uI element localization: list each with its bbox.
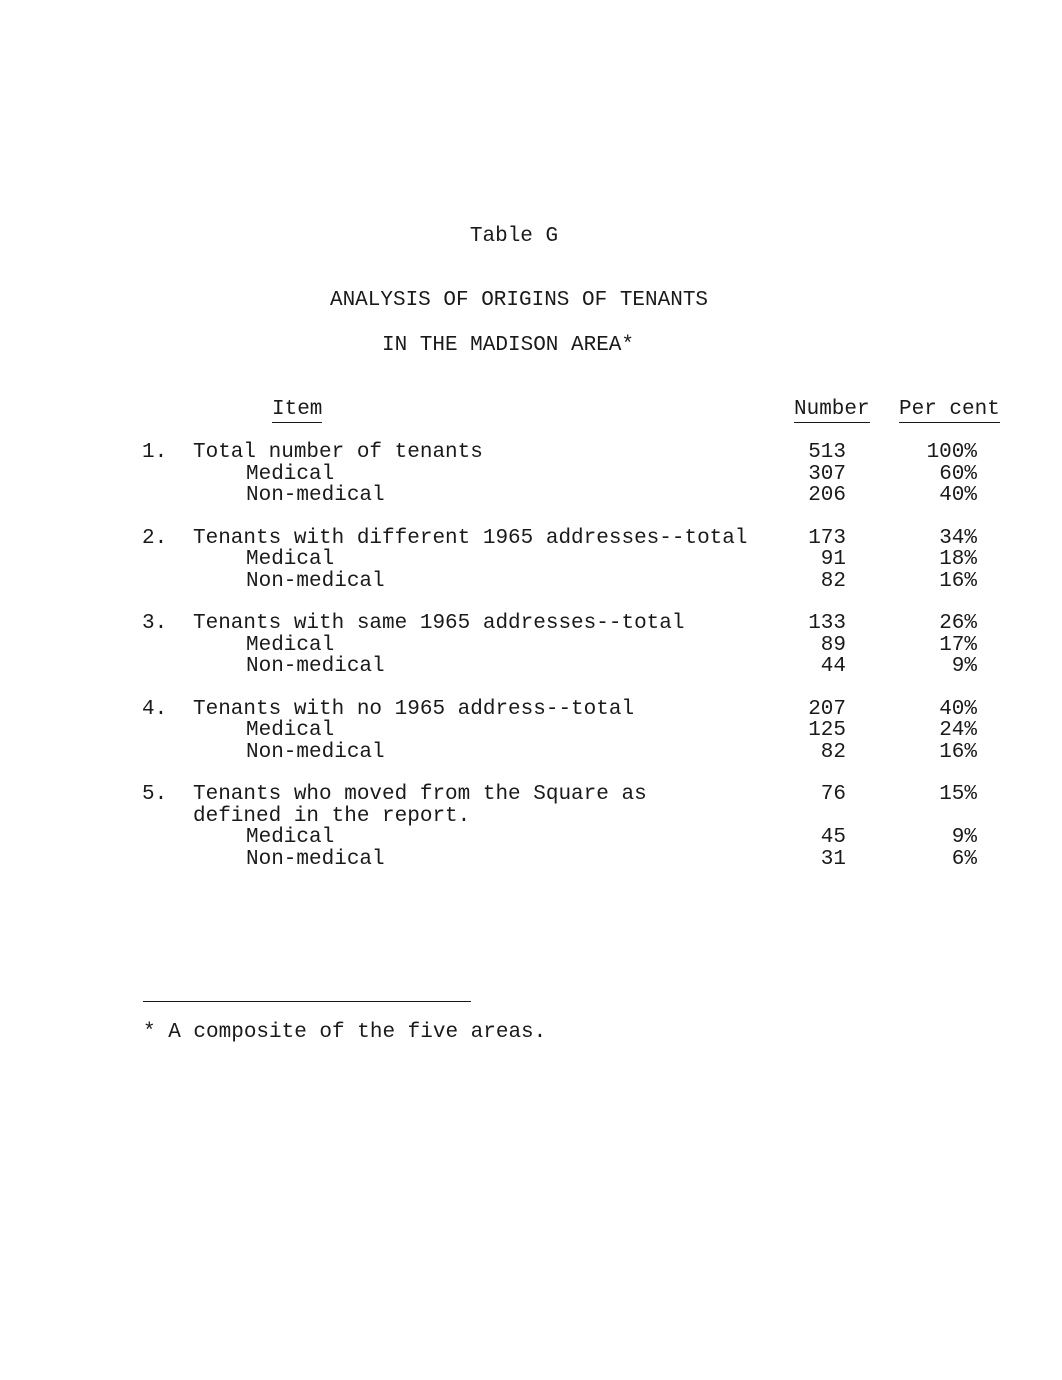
percent-value: 26% (939, 612, 977, 635)
number-value: 82 (820, 569, 846, 593)
percent-value: 16% (939, 569, 977, 593)
number-value: 76 (820, 783, 846, 806)
number-value: 31 (820, 847, 846, 871)
table-subrow (0, 571, 1062, 593)
number-value: 307 (808, 462, 846, 486)
table-subrow (0, 849, 1062, 871)
table-group (0, 528, 1062, 593)
item-label: Tenants who moved from the Square as (193, 783, 647, 806)
percent-value: 40% (939, 484, 977, 507)
item-label: defined in the report. (193, 804, 471, 828)
percent-value: 100% (926, 441, 977, 464)
number-value: 173 (808, 526, 846, 550)
item-label: Tenants with no 1965 address--total (193, 697, 635, 721)
column-header-number: Number (794, 398, 870, 421)
subitem-label: Non-medical (246, 740, 385, 764)
table-subrow (0, 827, 1062, 849)
number-value: 207 (808, 697, 846, 721)
number-value: 45 (820, 826, 846, 849)
subitem-label: Medical (246, 633, 335, 657)
table-subrow (0, 635, 1062, 657)
table-row (0, 442, 1062, 464)
percent-value: 9% (951, 826, 977, 849)
subitem-label: Medical (246, 826, 335, 849)
percent-value: 9% (951, 655, 977, 678)
number-value: 133 (808, 612, 846, 635)
table-group (0, 784, 1062, 870)
item-number: 2. (142, 526, 168, 550)
subitem-label: Non-medical (246, 569, 385, 593)
table-subrow (0, 464, 1062, 486)
table-subrow (0, 742, 1062, 764)
item-label: Tenants with different 1965 addresses--total (193, 526, 748, 550)
table-group (0, 442, 1062, 507)
item-label: Total number of tenants (193, 441, 483, 464)
table-group (0, 613, 1062, 678)
subitem-label: Non-medical (246, 484, 385, 507)
table-subrow (0, 656, 1062, 678)
item-number: 4. (142, 697, 168, 721)
number-value: 513 (808, 441, 846, 464)
number-value: 91 (820, 548, 846, 571)
percent-value: 60% (939, 462, 977, 486)
table-group (0, 699, 1062, 764)
subitem-label: Medical (246, 462, 335, 486)
percent-value: 40% (939, 697, 977, 721)
percent-value: 24% (939, 719, 977, 742)
footnote: * A composite of the five areas. (143, 1021, 547, 1044)
number-value: 82 (820, 740, 846, 764)
column-header-item: Item (272, 398, 323, 421)
table-row (0, 699, 1062, 721)
percent-value: 6% (951, 847, 977, 871)
table-row (0, 784, 1062, 806)
table-row (0, 806, 1062, 828)
item-label: Tenants with same 1965 addresses--total (193, 612, 685, 635)
subitem-label: Medical (246, 719, 335, 742)
footnote-divider (143, 1001, 471, 1002)
subitem-label: Non-medical (246, 655, 385, 678)
number-value: 44 (820, 655, 846, 678)
subitem-label: Non-medical (246, 847, 385, 871)
percent-value: 18% (939, 548, 977, 571)
table-subrow (0, 549, 1062, 571)
table-subrow (0, 485, 1062, 507)
percent-value: 34% (939, 526, 977, 550)
number-value: 206 (808, 484, 846, 507)
percent-value: 17% (939, 633, 977, 657)
item-number: 3. (142, 612, 168, 635)
table-title: Table G (469, 225, 559, 248)
table-heading-line-2: IN THE MADISON AREA* (381, 334, 635, 357)
item-number: 5. (142, 783, 168, 806)
table-body (0, 442, 1062, 891)
percent-value: 16% (939, 740, 977, 764)
percent-value: 15% (939, 783, 977, 806)
subitem-label: Medical (246, 548, 335, 571)
number-value: 125 (808, 719, 846, 742)
column-header-percent: Per cent (899, 398, 1000, 421)
table-subrow (0, 720, 1062, 742)
number-value: 89 (820, 633, 846, 657)
table-heading-line-1: ANALYSIS OF ORIGINS OF TENANTS (329, 289, 709, 312)
item-number: 1. (142, 441, 168, 464)
table-row (0, 613, 1062, 635)
table-row (0, 528, 1062, 550)
